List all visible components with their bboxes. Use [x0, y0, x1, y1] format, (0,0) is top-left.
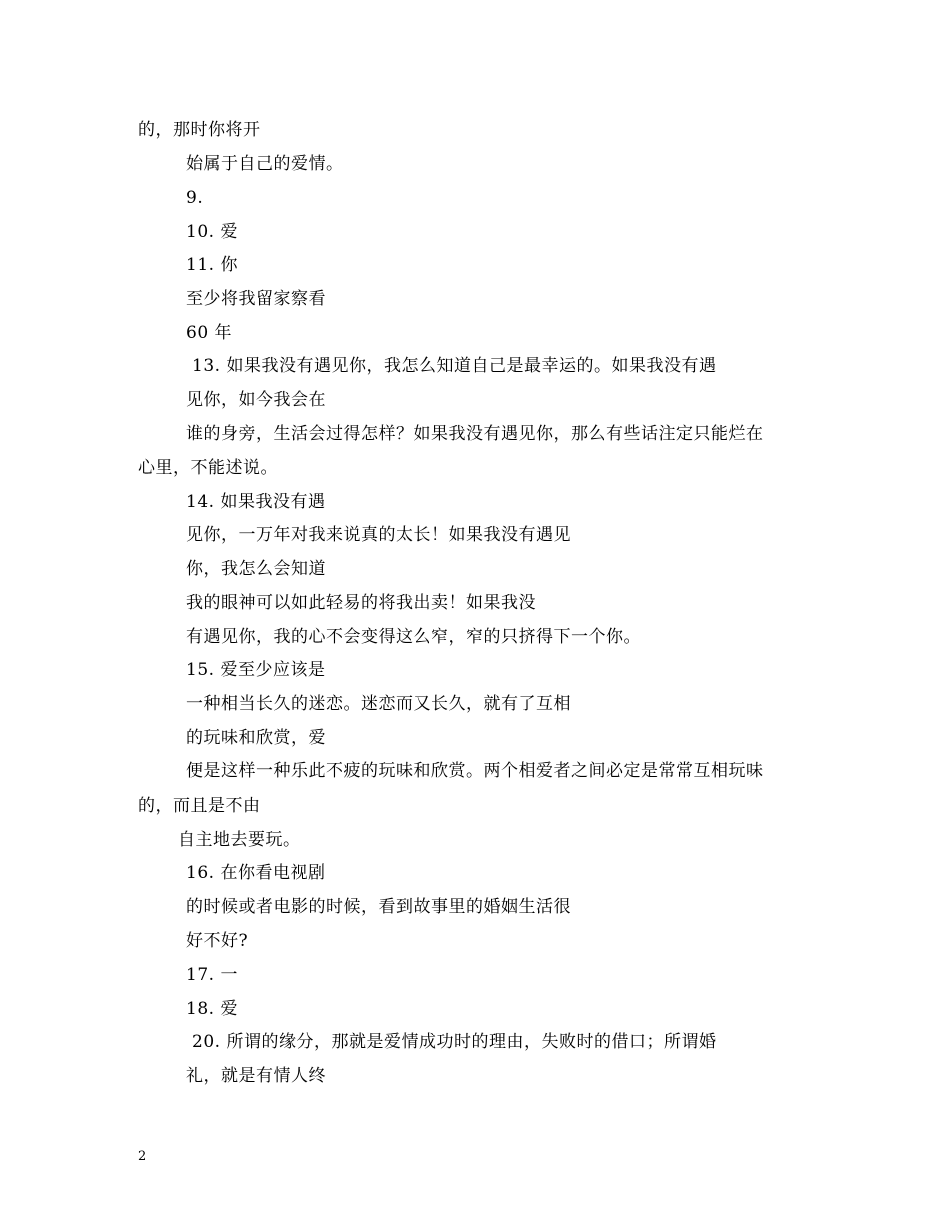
text-line: 11. 你: [186, 255, 238, 275]
text-line: 60 年: [186, 323, 233, 343]
text-line: 的玩味和欣赏，爱: [186, 728, 326, 748]
text-line: 礼，就是有情人终: [186, 1066, 326, 1086]
text-line: 的，那时你将开: [138, 120, 261, 140]
text-line: 你，我怎么会知道: [186, 559, 326, 579]
text-line: 14. 如果我没有遇: [186, 492, 326, 512]
text-line: 18. 爱: [186, 999, 238, 1019]
text-line: 10. 爱: [186, 222, 238, 242]
text-line: 我的眼神可以如此轻易的将我出卖！如果我没: [186, 593, 536, 613]
text-line: 自主地去要玩。: [178, 830, 301, 850]
text-line: 见你，一万年对我来说真的太长！如果我没有遇见: [186, 525, 571, 545]
text-line: 16. 在你看电视剧: [186, 863, 326, 883]
text-line: 13. 如果我没有遇见你，我怎么知道自己是最幸运的。如果我没有遇: [192, 356, 717, 376]
text-line: 20. 所谓的缘分，那就是爱情成功时的理由，失败时的借口；所谓婚: [192, 1032, 717, 1052]
text-line: 的时候或者电影的时候，看到故事里的婚姻生活很: [186, 897, 571, 917]
text-line: 至少将我留家察看: [186, 289, 326, 309]
page-number: 2: [138, 1149, 147, 1164]
text-line: 17. 一: [186, 965, 238, 985]
text-line: 见你，如今我会在: [186, 390, 326, 410]
text-line: 9.: [186, 188, 204, 208]
text-line: 好不好?: [186, 931, 249, 951]
text-line: 谁的身旁，生活会过得怎样？如果我没有遇见你，那么有些话注定只能烂在: [186, 424, 764, 444]
text-line: 的，而且是不由: [138, 796, 261, 816]
text-line: 一种相当长久的迷恋。迷恋而又长久，就有了互相: [186, 694, 571, 714]
text-line: 始属于自己的爱情。: [186, 154, 344, 174]
text-line: 便是这样一种乐此不疲的玩味和欣赏。两个相爱者之间必定是常常互相玩味: [186, 761, 764, 781]
text-line: 有遇见你，我的心不会变得这么窄，窄的只挤得下一个你。: [186, 627, 641, 647]
text-line: 15. 爱至少应该是: [186, 660, 326, 680]
text-line: 心里，不能述说。: [138, 458, 278, 478]
